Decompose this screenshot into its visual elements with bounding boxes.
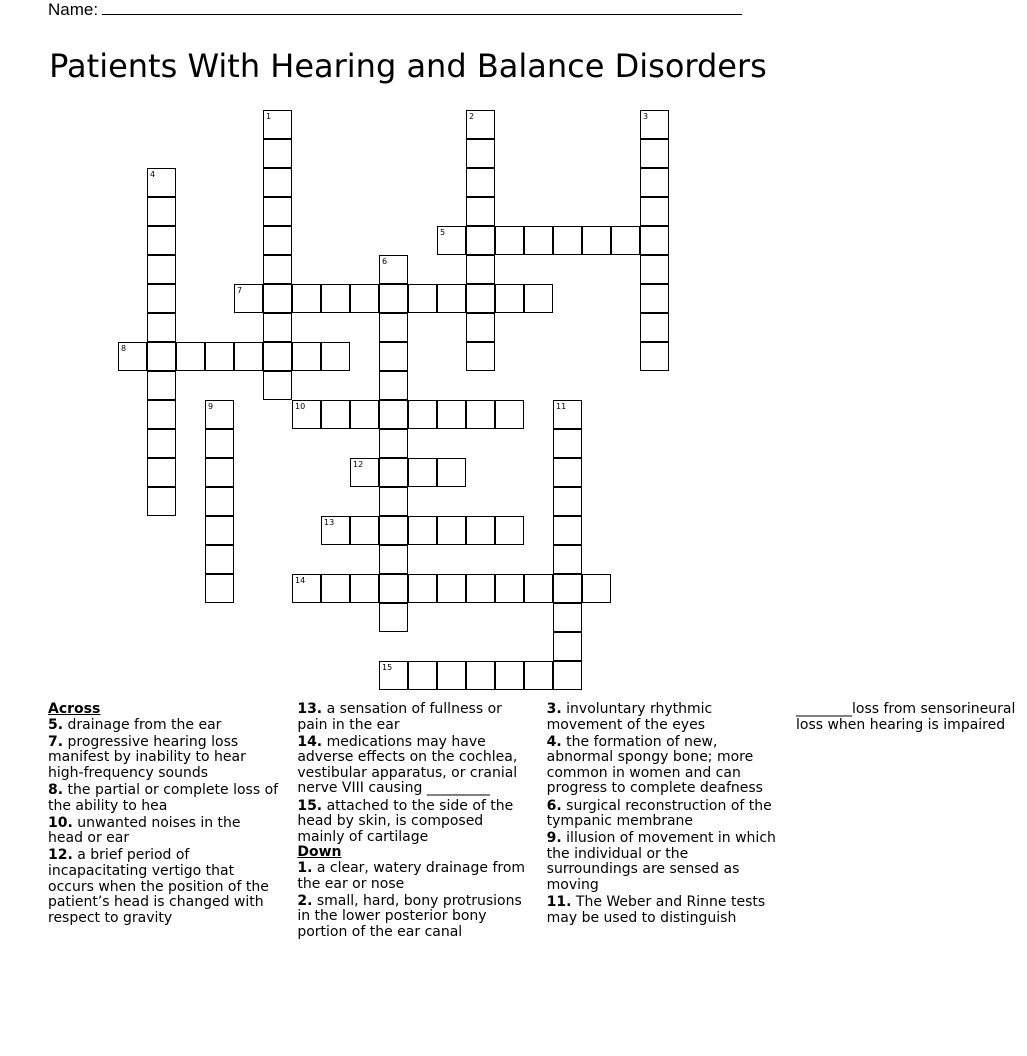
grid-cell[interactable] bbox=[466, 400, 495, 429]
grid-cell[interactable] bbox=[466, 255, 495, 284]
grid-cell[interactable] bbox=[205, 545, 234, 574]
grid-cell[interactable] bbox=[321, 284, 350, 313]
clue-number: 7. bbox=[48, 733, 64, 750]
grid-cell[interactable] bbox=[437, 516, 466, 545]
grid-cell[interactable] bbox=[466, 516, 495, 545]
grid-cell[interactable] bbox=[292, 284, 321, 313]
grid-cell[interactable] bbox=[466, 226, 495, 255]
grid-cell[interactable] bbox=[582, 226, 611, 255]
grid-cell[interactable] bbox=[379, 516, 408, 545]
grid-cell[interactable] bbox=[205, 516, 234, 545]
grid-cell[interactable] bbox=[495, 516, 524, 545]
grid-cell[interactable] bbox=[495, 574, 524, 603]
grid-cell[interactable] bbox=[640, 284, 669, 313]
grid-cell[interactable] bbox=[524, 284, 553, 313]
clue-text: a brief period of incapacitating vertigo that occurs when the position of the patient’s head is changed with respect to gravity bbox=[48, 847, 269, 926]
grid-cell[interactable] bbox=[263, 168, 292, 197]
clue-text: a clear, watery drainage from the ear or nose bbox=[297, 859, 526, 892]
grid-cell[interactable] bbox=[408, 458, 437, 487]
down-clue bbox=[547, 735, 778, 797]
clue-number-label: 9 bbox=[208, 402, 214, 411]
grid-cell[interactable] bbox=[263, 197, 292, 226]
clue-list bbox=[48, 701, 1016, 954]
down-clue bbox=[547, 831, 778, 893]
clue-number-label: 4 bbox=[150, 170, 156, 179]
clue-text: illusion of movement in which the individual or the surroundings are sensed as moving bbox=[546, 830, 776, 894]
grid-cell[interactable] bbox=[263, 255, 292, 284]
clue-text: the formation of new, abnormal spongy bone; more common in women and can progress to complete deafness bbox=[546, 733, 763, 797]
clue-number: 3. bbox=[546, 701, 562, 717]
grid-cell[interactable] bbox=[553, 226, 582, 255]
clue-number: 10. bbox=[48, 814, 73, 831]
grid-cell[interactable] bbox=[147, 371, 176, 400]
grid-cell[interactable] bbox=[524, 661, 553, 690]
grid-cell[interactable] bbox=[176, 342, 205, 371]
down-heading: Down bbox=[297, 844, 342, 861]
across-clue bbox=[297, 735, 528, 797]
grid-cell[interactable] bbox=[379, 400, 408, 429]
grid-cell[interactable] bbox=[495, 661, 524, 690]
grid-cell[interactable] bbox=[321, 516, 350, 545]
grid-cell[interactable] bbox=[553, 458, 582, 487]
across-clue bbox=[48, 816, 279, 847]
grid-cell[interactable] bbox=[553, 400, 582, 429]
clue-number-label: 11 bbox=[556, 402, 567, 411]
clue-text: a sensation of fullness or pain in the ear bbox=[297, 701, 502, 733]
across-clue bbox=[297, 702, 528, 733]
grid-cell[interactable] bbox=[379, 284, 408, 313]
grid-cell[interactable] bbox=[379, 313, 408, 342]
clue-text: unwanted noises in the head or ear bbox=[48, 814, 241, 847]
grid-cell[interactable] bbox=[640, 342, 669, 371]
clue-text: attached to the side of the head by skin, is composed mainly of cartilage bbox=[297, 797, 514, 845]
down-clue bbox=[297, 861, 528, 892]
grid-cell[interactable] bbox=[524, 226, 553, 255]
clue-number: 15. bbox=[297, 797, 323, 814]
clue-number-label: 1 bbox=[266, 112, 272, 121]
grid-cell[interactable] bbox=[640, 110, 669, 139]
across-heading: Across bbox=[48, 701, 101, 717]
grid-cell[interactable] bbox=[466, 110, 495, 139]
grid-cell[interactable] bbox=[379, 371, 408, 400]
across-clue bbox=[48, 735, 279, 782]
grid-cell[interactable] bbox=[466, 342, 495, 371]
across-clue bbox=[297, 799, 528, 846]
grid-cell[interactable] bbox=[147, 197, 176, 226]
grid-cell[interactable] bbox=[553, 487, 582, 516]
grid-cell[interactable] bbox=[495, 400, 524, 429]
grid-cell[interactable] bbox=[640, 168, 669, 197]
grid-cell[interactable] bbox=[205, 487, 234, 516]
grid-cell[interactable] bbox=[379, 429, 408, 458]
across-clue bbox=[48, 718, 279, 734]
clue-number-label: 5 bbox=[440, 228, 446, 237]
clue-text: the partial or complete loss of the ability to hea bbox=[48, 781, 279, 814]
grid-cell[interactable] bbox=[205, 342, 234, 371]
grid-cell[interactable] bbox=[495, 284, 524, 313]
grid-cell[interactable] bbox=[408, 400, 437, 429]
grid-cell[interactable] bbox=[263, 342, 292, 371]
name-label: Name: bbox=[48, 0, 99, 19]
grid-cell[interactable] bbox=[292, 574, 321, 603]
grid-cell[interactable] bbox=[640, 255, 669, 284]
clue-number: 5. bbox=[48, 716, 64, 733]
clue-number-label: 3 bbox=[643, 112, 649, 121]
grid-cell[interactable] bbox=[350, 284, 379, 313]
clue-number: 2. bbox=[297, 892, 313, 909]
across-clue bbox=[48, 848, 279, 926]
grid-cell[interactable] bbox=[292, 342, 321, 371]
clue-number: 13. bbox=[297, 701, 323, 717]
grid-cell[interactable] bbox=[147, 313, 176, 342]
clue-number: 14. bbox=[297, 733, 323, 750]
grid-cell[interactable] bbox=[263, 110, 292, 139]
grid-cell[interactable] bbox=[147, 458, 176, 487]
grid-cell[interactable] bbox=[466, 574, 495, 603]
grid-cell[interactable] bbox=[263, 139, 292, 168]
clue-number: 4. bbox=[546, 733, 562, 750]
clue-number: 12. bbox=[48, 847, 73, 864]
clue-text: involuntary rhythmic movement of the eyes bbox=[546, 701, 713, 733]
grid-cell[interactable] bbox=[147, 342, 176, 371]
grid-cell[interactable] bbox=[263, 284, 292, 313]
clue-number: 11. bbox=[546, 894, 572, 911]
across-clue bbox=[48, 783, 279, 814]
clue-text: small, hard, bony protrusions in the lower posterior bony portion of the ear canal bbox=[297, 892, 522, 940]
clue-number: 8. bbox=[48, 781, 64, 798]
clue-text: drainage from the ear bbox=[63, 716, 222, 733]
grid-cell[interactable] bbox=[524, 574, 553, 603]
grid-cell[interactable] bbox=[147, 400, 176, 429]
grid-cell[interactable] bbox=[466, 313, 495, 342]
clue-text: The Weber and Rinne tests may be used to distinguish ________loss from sensorineural loss when hearing is impaired bbox=[546, 701, 1016, 926]
grid-cell[interactable] bbox=[553, 516, 582, 545]
grid-cell[interactable] bbox=[582, 574, 611, 603]
grid-cell[interactable] bbox=[321, 342, 350, 371]
grid-cell[interactable] bbox=[553, 661, 582, 690]
down-clue bbox=[547, 799, 778, 830]
grid-cell[interactable] bbox=[379, 458, 408, 487]
grid-cell[interactable] bbox=[205, 574, 234, 603]
grid-cell[interactable] bbox=[437, 400, 466, 429]
grid-cell[interactable] bbox=[147, 429, 176, 458]
grid-cell[interactable] bbox=[234, 284, 263, 313]
grid-cell[interactable] bbox=[437, 574, 466, 603]
clue-number-label: 6 bbox=[382, 257, 388, 266]
grid-cell[interactable] bbox=[147, 487, 176, 516]
clue-text: surgical reconstruction of the tympanic membrane bbox=[546, 797, 772, 830]
clue-number-label: 2 bbox=[469, 112, 475, 121]
grid-cell[interactable] bbox=[350, 516, 379, 545]
grid-cell[interactable] bbox=[147, 226, 176, 255]
grid-cell[interactable] bbox=[640, 139, 669, 168]
grid-cell[interactable] bbox=[379, 603, 408, 632]
grid-cell[interactable] bbox=[379, 255, 408, 284]
grid-cell[interactable] bbox=[553, 574, 582, 603]
grid-cell[interactable] bbox=[263, 226, 292, 255]
grid-cell[interactable] bbox=[263, 371, 292, 400]
grid-cell[interactable] bbox=[292, 400, 321, 429]
clue-number: 1. bbox=[297, 859, 313, 876]
grid-cell[interactable] bbox=[408, 284, 437, 313]
clue-number-label: 13 bbox=[324, 518, 335, 527]
grid-cell[interactable] bbox=[147, 168, 176, 197]
grid-cell[interactable] bbox=[466, 284, 495, 313]
grid-cell[interactable] bbox=[437, 284, 466, 313]
grid-cell[interactable] bbox=[553, 545, 582, 574]
page-title: Patients With Hearing and Balance Disorders bbox=[49, 47, 767, 85]
grid-cell[interactable] bbox=[118, 342, 147, 371]
grid-cell[interactable] bbox=[466, 168, 495, 197]
grid-cell[interactable] bbox=[640, 226, 669, 255]
grid-cell[interactable] bbox=[553, 632, 582, 661]
grid-cell[interactable] bbox=[147, 284, 176, 313]
clue-number-label: 14 bbox=[295, 576, 306, 585]
clue-number-label: 8 bbox=[121, 344, 127, 353]
grid-cell[interactable] bbox=[640, 313, 669, 342]
grid-cell[interactable] bbox=[205, 458, 234, 487]
grid-cell[interactable] bbox=[640, 197, 669, 226]
grid-cell[interactable] bbox=[379, 574, 408, 603]
grid-cell[interactable] bbox=[495, 226, 524, 255]
grid-cell[interactable] bbox=[408, 661, 437, 690]
down-clue bbox=[297, 894, 528, 941]
clue-number-label: 7 bbox=[237, 286, 243, 295]
clue-text: medications may have adverse effects on the cochlea, vestibular apparatus, or cranial nerve VIII causing _________ bbox=[297, 733, 518, 797]
grid-cell[interactable] bbox=[379, 342, 408, 371]
clue-number-label: 15 bbox=[382, 663, 393, 672]
grid-cell[interactable] bbox=[379, 487, 408, 516]
clue-text: progressive hearing loss manifest by inability to hear high-frequency sounds bbox=[48, 733, 246, 781]
grid-cell[interactable] bbox=[350, 574, 379, 603]
grid-cell[interactable] bbox=[205, 429, 234, 458]
grid-cell[interactable] bbox=[437, 661, 466, 690]
grid-cell[interactable] bbox=[437, 226, 466, 255]
grid-cell[interactable] bbox=[379, 545, 408, 574]
grid-cell[interactable] bbox=[437, 458, 466, 487]
grid-cell[interactable] bbox=[466, 197, 495, 226]
grid-cell[interactable] bbox=[350, 458, 379, 487]
grid-cell[interactable] bbox=[611, 226, 640, 255]
grid-cell[interactable] bbox=[379, 661, 408, 690]
grid-cell[interactable] bbox=[234, 342, 263, 371]
grid-cell[interactable] bbox=[466, 661, 495, 690]
grid-cell[interactable] bbox=[205, 400, 234, 429]
grid-cell[interactable] bbox=[321, 400, 350, 429]
grid-cell[interactable] bbox=[321, 574, 350, 603]
grid-cell[interactable] bbox=[263, 313, 292, 342]
grid-cell[interactable] bbox=[553, 603, 582, 632]
grid-cell[interactable] bbox=[466, 139, 495, 168]
clue-number: 6. bbox=[546, 797, 562, 814]
clue-number-label: 12 bbox=[353, 460, 364, 469]
grid-cell[interactable] bbox=[350, 400, 379, 429]
grid-cell[interactable] bbox=[553, 429, 582, 458]
grid-cell[interactable] bbox=[408, 574, 437, 603]
down-clue bbox=[547, 702, 778, 733]
grid-cell[interactable] bbox=[408, 516, 437, 545]
clue-number-label: 10 bbox=[295, 402, 306, 411]
grid-cell[interactable] bbox=[147, 255, 176, 284]
clue-number: 9. bbox=[546, 830, 562, 847]
